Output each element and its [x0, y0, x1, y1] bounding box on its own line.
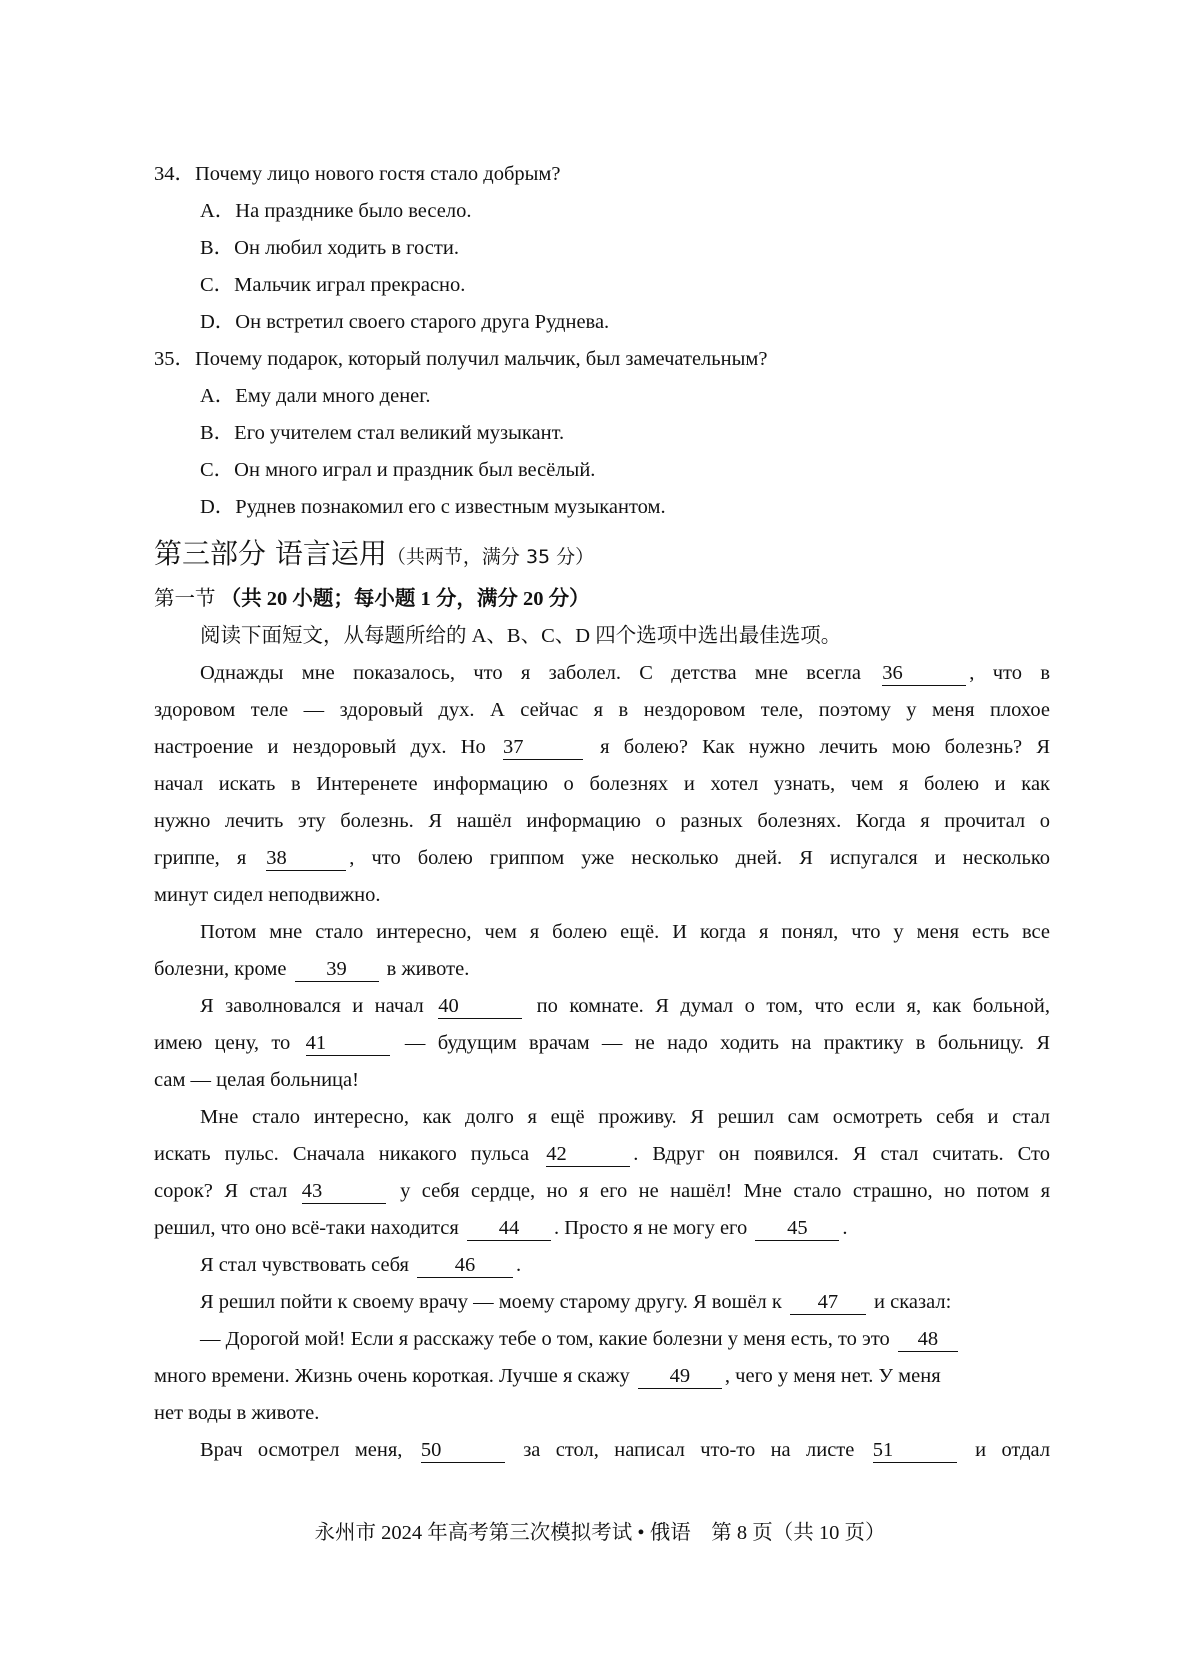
question-35-stem: 35．Почему подарок, который получил мальчик, был замечательным? — [154, 348, 768, 370]
passage-line — [154, 1358, 1050, 1395]
passage-line: нет воды в животе. — [154, 1402, 320, 1424]
passage-line — [154, 951, 1050, 988]
passage-line: нужно лечить эту болезнь. Я нашёл информацию о разных болезнях. Когда я прочитал о — [154, 810, 1050, 832]
part-3-heading — [154, 534, 1050, 577]
blank-47: 47 — [790, 1291, 866, 1315]
passage-text: Я решил пойти к своему врачу — моему старому другу. Я вошёл к — [200, 1291, 782, 1313]
passage-text: . Вдруг он появился. Я стал считать. Сто — [633, 1143, 1050, 1165]
passage-text: я болею? Как нужно лечить мою болезнь? Я — [600, 736, 1050, 758]
passage-line — [154, 1025, 1050, 1062]
blank-37: 37 — [503, 736, 583, 760]
section-1-label: 第一节 — [154, 588, 216, 610]
blank-42: 42 — [546, 1143, 630, 1167]
part-3-subtitle: （共两节，满分 35 分） — [386, 546, 595, 568]
passage-text: в животе. — [386, 958, 470, 980]
section-1-heading — [154, 581, 1050, 618]
page-content — [154, 156, 1050, 1469]
question-34-stem: 34．Почему лицо нового гостя стало добрым? — [154, 163, 561, 185]
passage-line — [154, 1210, 1050, 1247]
passage-line — [154, 655, 1050, 692]
passage-line — [154, 1173, 1050, 1210]
passage-text: имею цену, то — [154, 1032, 291, 1054]
passage-text: Я заволновался и начал — [200, 995, 424, 1017]
blank-45: 45 — [755, 1217, 839, 1241]
passage-text: болезни, кроме — [154, 958, 287, 980]
passage-text: . Просто я не могу его — [553, 1217, 748, 1239]
blank-46: 46 — [417, 1254, 513, 1278]
passage-line — [154, 1247, 1050, 1284]
passage-line: здоровом теле — здоровый дух. А сейчас я в нездоровом теле, поэтому у меня плохое — [154, 699, 1050, 721]
passage-line — [154, 1136, 1050, 1173]
passage-text: — Дорогой мой! Если я расскажу тебе о том, какие болезни у меня есть, то это — [200, 1328, 890, 1350]
blank-39: 39 — [295, 958, 379, 982]
passage-text: Однажды мне показалось, что я заболел. С детства мне всегла — [200, 662, 861, 684]
passage-text: гриппе, я — [154, 847, 247, 869]
passage-text: Я стал чувствовать себя — [200, 1254, 409, 1276]
passage-text: по комнате. Я думал о том, что если я, как больной, — [536, 995, 1050, 1017]
question-35-option-b: B．Его учителем стал великий музыкант. — [200, 422, 565, 444]
question-34-option-d: D．Он встретил своего старого друга Руднева. — [200, 311, 610, 333]
passage-text: решил, что оно всё-таки находится — [154, 1217, 459, 1239]
passage-line: Потом мне стало интересно, чем я болею ещё. И когда я понял, что у меня есть все — [200, 921, 1050, 943]
question-35-option-d: D．Руднев познакомил его с известным музыкантом. — [200, 496, 666, 518]
passage-text: настроение и нездоровый дух. Но — [154, 736, 486, 758]
passage-line: сам — целая больница! — [154, 1069, 359, 1091]
question-34-option-c: C．Мальчик играл прекрасно. — [200, 274, 466, 296]
passage-line — [154, 988, 1050, 1025]
passage-text: у себя сердце, но я его не нашёл! Мне стало страшно, но потом я — [400, 1180, 1050, 1202]
question-34-option-b: B．Он любил ходить в гости. — [200, 237, 459, 259]
section-1-instruction: 阅读下面短文，从每题所给的 A、B、C、D 四个选项中选出最佳选项。 — [200, 625, 842, 647]
part-3-title: 第三部分 语言运用 — [154, 537, 387, 570]
passage-line: Мне стало интересно, как долго я ещё проживу. Я решил сам осмотреть себя и стал — [200, 1106, 1050, 1128]
blank-43: 43 — [302, 1180, 386, 1204]
blank-41: 41 — [306, 1032, 390, 1056]
passage-text: сорок? Я стал — [154, 1180, 288, 1202]
blank-40: 40 — [438, 995, 522, 1019]
passage-text: и сказал: — [874, 1291, 952, 1313]
passage-text: , чего у меня нет. У меня — [724, 1365, 941, 1387]
blank-36: 36 — [882, 662, 966, 686]
passage-text: . — [842, 1217, 848, 1239]
blank-44: 44 — [467, 1217, 551, 1241]
passage-line — [154, 1321, 1050, 1358]
blank-38: 38 — [266, 847, 346, 871]
passage-text: , что болею гриппом уже несколько дней. Я испугался и несколько — [349, 847, 1050, 869]
passage-text: — будущим врачам — не надо ходить на практику в больницу. Я — [404, 1032, 1050, 1054]
passage-text: Врач осмотрел меня, — [200, 1439, 403, 1461]
section-1-info: （共 20 小题；每小题 1 分，满分 20 分） — [220, 588, 590, 610]
passage-text: много времени. Жизнь очень короткая. Лучше я скажу — [154, 1365, 630, 1387]
blank-48: 48 — [898, 1328, 958, 1352]
passage-text: и отдал — [975, 1439, 1050, 1461]
passage-text: , что в — [969, 662, 1050, 684]
passage-line: начал искать в Интеренете информацию о болезнях и хотел узнать, чем я болею и как — [154, 773, 1050, 795]
passage-line: минут сидел неподвижно. — [154, 884, 381, 906]
passage-line — [154, 1432, 1050, 1469]
passage-line — [154, 729, 1050, 766]
passage-text: . — [516, 1254, 522, 1276]
page-footer: 永州市 2024 年高考第三次模拟考试 • 俄语 第 8 页（共 10 页） — [314, 1522, 886, 1544]
blank-50: 50 — [421, 1439, 505, 1463]
passage-line — [154, 1284, 1050, 1321]
question-34-option-a: A．На празднике было весело. — [200, 200, 472, 222]
question-35-option-c: C．Он много играл и праздник был весёлый. — [200, 459, 596, 481]
blank-51: 51 — [873, 1439, 957, 1463]
blank-49: 49 — [638, 1365, 722, 1389]
question-35-option-a: A．Ему дали много денег. — [200, 385, 431, 407]
passage-text: за стол, написал что-то на листе — [523, 1439, 855, 1461]
passage-text: искать пульс. Сначала никакого пульса — [154, 1143, 530, 1165]
passage-line — [154, 840, 1050, 877]
